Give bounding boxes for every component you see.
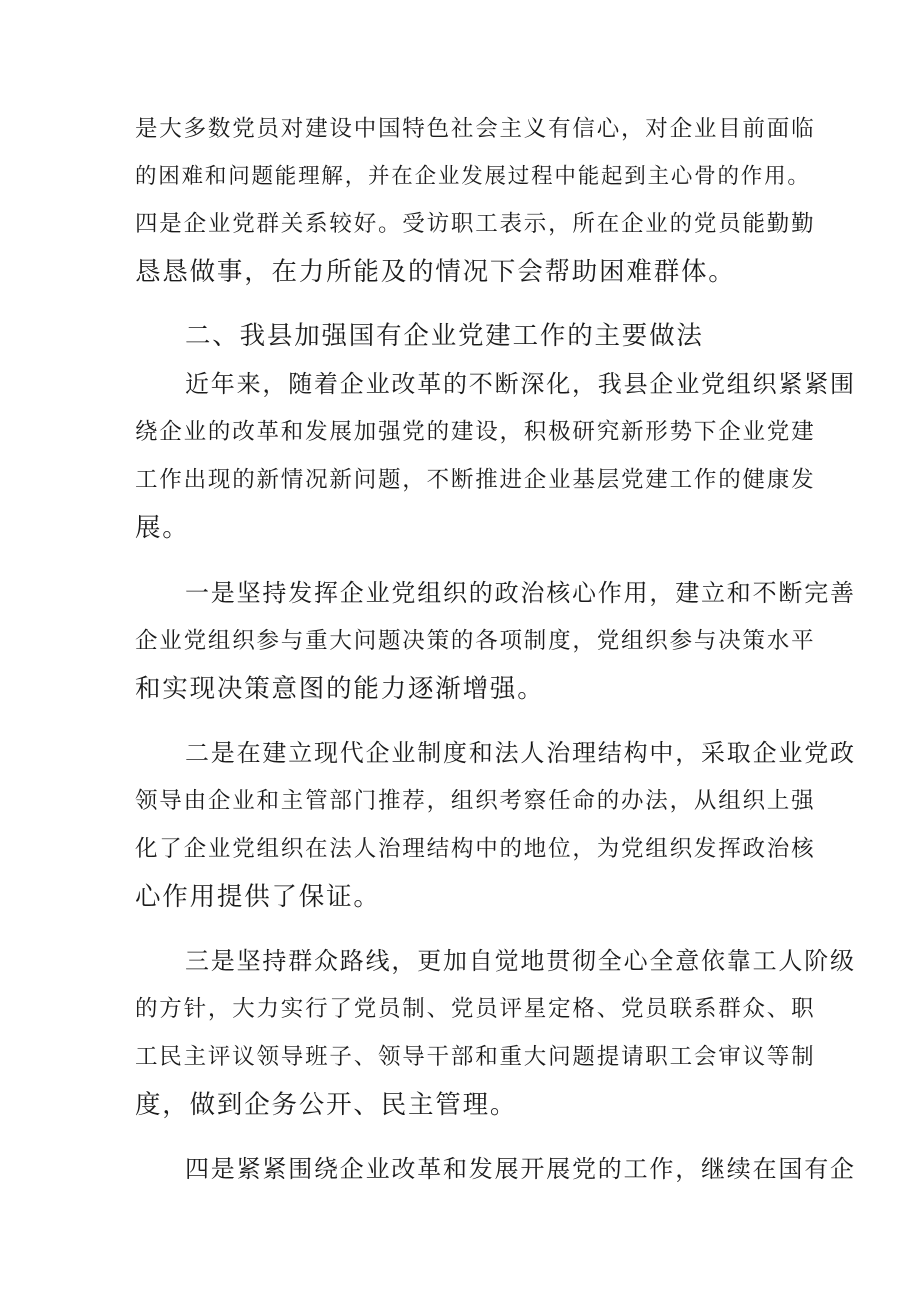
text-line: 化了企业党组织在法人治理结构中的地位，为党组织发挥政治核	[135, 836, 816, 862]
text-line: 绕企业的改革和发展加强党的建设，积极研究新形势下企业党建	[135, 419, 816, 445]
section-heading: 二、我县加强国有企业党建工作的主要做法	[185, 321, 704, 351]
text-line: 是大多数党员对建设中国特色社会主义有信心，对企业目前面临	[135, 116, 816, 142]
text-line: 工作出现的新情况新问题，不断推进企业基层党建工作的健康发	[135, 467, 816, 493]
text-line: 和实现决策意图的能力逐渐增强。	[135, 674, 545, 704]
text-line: 二是在建立现代企业制度和法人治理结构中，采取企业党政	[185, 739, 856, 767]
text-line: 近年来，随着企业改革的不断深化，我县企业党组织紧紧围	[185, 370, 856, 398]
text-line: 领导由企业和主管部门推荐，组织考察任命的办法，从组织上强	[135, 788, 816, 814]
text-line: 度，做到企务公开、民主管理。	[135, 1090, 518, 1120]
text-line: 的困难和问题能理解，并在企业发展过程中能起到主心骨的作用。	[135, 164, 811, 189]
text-line: 四是紧紧围绕企业改革和发展开展党的工作，继续在国有企	[185, 1155, 856, 1183]
text-line: 心作用提供了保证。	[135, 882, 381, 912]
text-line: 恳恳做事，在力所能及的情况下会帮助困难群体。	[135, 257, 736, 287]
text-line: 四是企业党群关系较好。受访职工表示，所在企业的党员能勤勤	[135, 211, 816, 237]
text-line: 企业党组织参与重大问题决策的各项制度，党组织参与决策水平	[135, 628, 816, 654]
text-line: 工民主评议领导班子、领导干部和重大问题提请职工会审议等制	[135, 1044, 816, 1070]
text-line: 展。	[135, 513, 190, 543]
text-line: 一是坚持发挥企业党组织的政治核心作用，建立和不断完善	[185, 579, 856, 607]
text-line: 三是坚持群众路线，更加自觉地贯彻全心全意依靠工人阶级	[185, 947, 856, 975]
text-line: 的方针，大力实行了党员制、党员评星定格、党员联系群众、职	[135, 996, 816, 1022]
